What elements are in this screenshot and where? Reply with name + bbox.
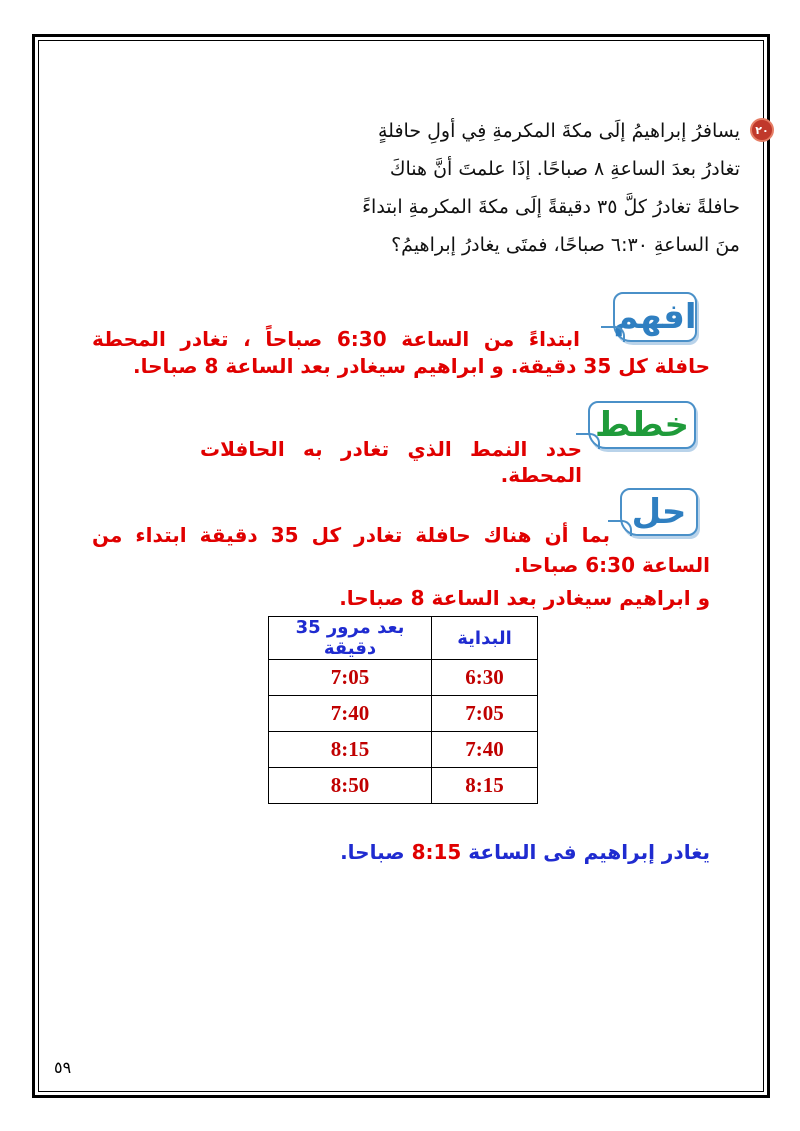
table-header-row bbox=[269, 617, 538, 660]
table-cell: 7:05 bbox=[269, 660, 432, 696]
problem-statement bbox=[180, 112, 769, 264]
solve-text-2: و ابراهيم سيغادر بعد الساعة 8 صباحا. bbox=[339, 586, 710, 610]
plan-label-box: خطط bbox=[588, 401, 696, 449]
answer-time: 8:15 bbox=[411, 840, 462, 864]
problem-line-2: تغادرُ بعدَ الساعةِ ٨ صباحًا. إذَا علمتَ أنَّ هناكَ bbox=[389, 158, 740, 180]
plan-text: حدد النمط الذي تغادر به الحافلات المحطة. bbox=[200, 437, 582, 487]
table-cell: 8:15 bbox=[269, 732, 432, 768]
understand-label-box: افهم bbox=[613, 292, 697, 342]
table-cell: 6:30 bbox=[432, 660, 538, 696]
table-row bbox=[269, 732, 538, 768]
final-answer bbox=[210, 840, 710, 864]
header-after-35: بعد مرور 35 دقيقة bbox=[269, 617, 432, 660]
table-row bbox=[269, 696, 538, 732]
problem-line-1: يسافرُ إبراهيمُ إلَى مكةَ المكرمةِ فِي أولِ حافلةٍ bbox=[377, 120, 740, 142]
bus-schedule-table bbox=[268, 616, 538, 804]
problem-line-3: حافلةً تغادرُ كلَّ ٣٥ دقيقةً إلَى مكةَ المكرمةِ ابتداءً bbox=[362, 196, 740, 218]
page-number: ٥٩ bbox=[54, 1058, 72, 1077]
table-row bbox=[269, 768, 538, 804]
table-cell: 7:40 bbox=[269, 696, 432, 732]
table-cell: 8:15 bbox=[432, 768, 538, 804]
table-row bbox=[269, 660, 538, 696]
table-cell: 8:50 bbox=[269, 768, 432, 804]
table-cell: 7:40 bbox=[432, 732, 538, 768]
header-start: البداية bbox=[432, 617, 538, 660]
table-cell: 7:05 bbox=[432, 696, 538, 732]
problem-number-badge: ٢٠ bbox=[750, 118, 774, 142]
problem-line-4: منَ الساعةِ ٦:٣٠ صباحًا، فمتَى يغادرُ إبراهيمُ؟ bbox=[391, 234, 740, 256]
answer-suffix: صباحا. bbox=[340, 840, 405, 864]
solve-text: بما أن هناك حافلة تغادر كل 35 دقيقة ابتداء من الساعة 6:30 صباحا. bbox=[92, 523, 710, 577]
answer-prefix: يغادر إبراهيم فى الساعة bbox=[468, 840, 710, 864]
understand-text: ابتداءً من الساعة 6:30 صباحاً ، تغادر المحطة حافلة كل 35 دقيقة. و ابراهيم سيغادر بعد الساعة 8 صباحا. bbox=[92, 327, 710, 378]
solve-label-box: حل bbox=[620, 488, 698, 536]
